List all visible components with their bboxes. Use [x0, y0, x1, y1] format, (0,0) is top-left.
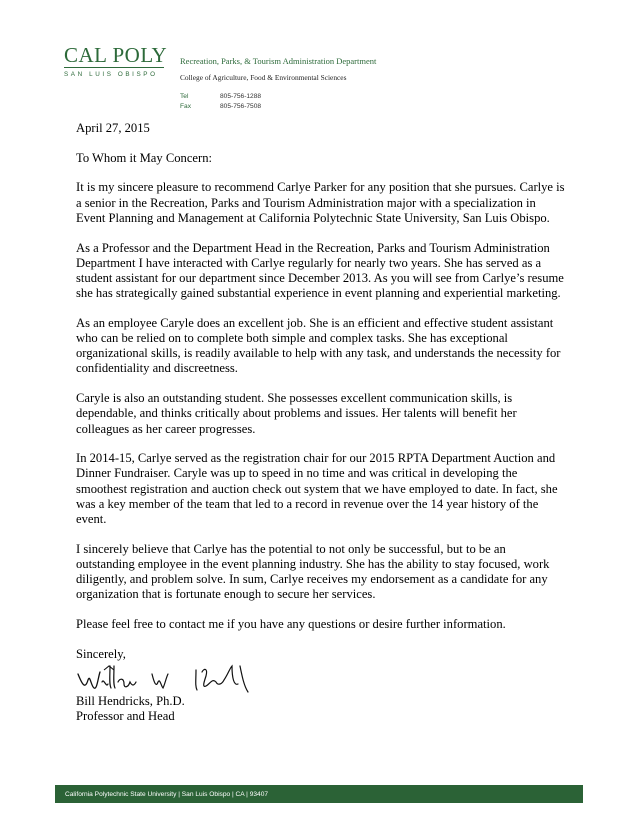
contact-block	[180, 92, 261, 111]
paragraph: I sincerely believe that Carlye has the potential to not only be successful, but to be an outstanding employee in the event planning industry. She has the ability to stay focused, work diligently, and problem solve. In sum, Carlye receives my endorsement as a candidate for any organization that is fortunate enough to secure her services.	[76, 541, 550, 602]
cal-poly-logo	[64, 43, 168, 78]
paragraph: As a Professor and the Department Head in the Recreation, Parks and Tourism Administration Department I have interacted with Carlye regularly for nearly two years. She has served as a student assistant for our department since December 2013. As you will see from Carlye’s resume she has strategically gained substantial experience in event planning and experiential marketing.	[76, 240, 564, 301]
paragraph: Please feel free to contact me if you have any questions or desire further information.	[76, 617, 506, 632]
logo-subtitle: SAN LUIS OBISPO	[64, 71, 158, 78]
logo-rule	[64, 67, 164, 68]
footer-bar	[55, 785, 583, 803]
letter-date: April 27, 2015	[76, 121, 150, 135]
footer-address: California Polytechnic State University | San Luis Obispo | CA | 93407	[65, 790, 269, 798]
department-name: Recreation, Parks, & Tourism Administration Department	[180, 56, 377, 66]
fax-label: Fax	[180, 102, 191, 110]
paragraph: As an employee Caryle does an excellent job. She is an efficient and effective student assistant who can be relied on to complete both simple and complex tasks. She has exceptional organizational skills, is readily available to help with any task, and understands the necessity for confidentiality and discreetness.	[76, 315, 561, 376]
handwritten-signature	[76, 660, 276, 694]
paragraph: In 2014-15, Carlye served as the registration chair for our 2015 RPTA Department Auction and Dinner Fundraiser. Caryle was up to speed in no time and was critical in developing the smoothest registration and auction check out system that we have employed to date. In fact, she was a key member of the team that led to a record in revenue over the 14 year history of the event.	[76, 451, 558, 527]
college-name: College of Agriculture, Food & Environmental Sciences	[180, 73, 347, 82]
letter-salutation: To Whom it May Concern:	[76, 150, 212, 165]
tel-label: Tel	[180, 93, 189, 100]
paragraph: Caryle is also an outstanding student. She possesses excellent communication skills, is dependable, and thinks critically about problems and issues. Her talents will benefit her colleagues as her career progresses.	[76, 391, 517, 436]
paragraph: It is my sincere pleasure to recommend Carlye Parker for any position that she pursues. Carlye is a senior in the Recreation, Parks and Tourism Administration major with a specialization in Event Planning and Management at California Polytechnic State University, San Luis Obispo.	[76, 180, 565, 225]
tel-value: 805-756-1288	[220, 93, 262, 100]
contact-row-fax	[180, 102, 261, 112]
logo-wordmark: CAL POLY	[64, 43, 168, 67]
signer-title: Professor and Head	[76, 709, 175, 724]
signer-name: Bill Hendricks, Ph.D.	[76, 693, 185, 708]
letter-closing: Sincerely,	[76, 646, 126, 661]
fax-value: 805-756-7508	[220, 102, 262, 110]
contact-row-tel	[180, 92, 261, 102]
letter-body	[76, 121, 566, 724]
signer-block	[76, 694, 566, 724]
